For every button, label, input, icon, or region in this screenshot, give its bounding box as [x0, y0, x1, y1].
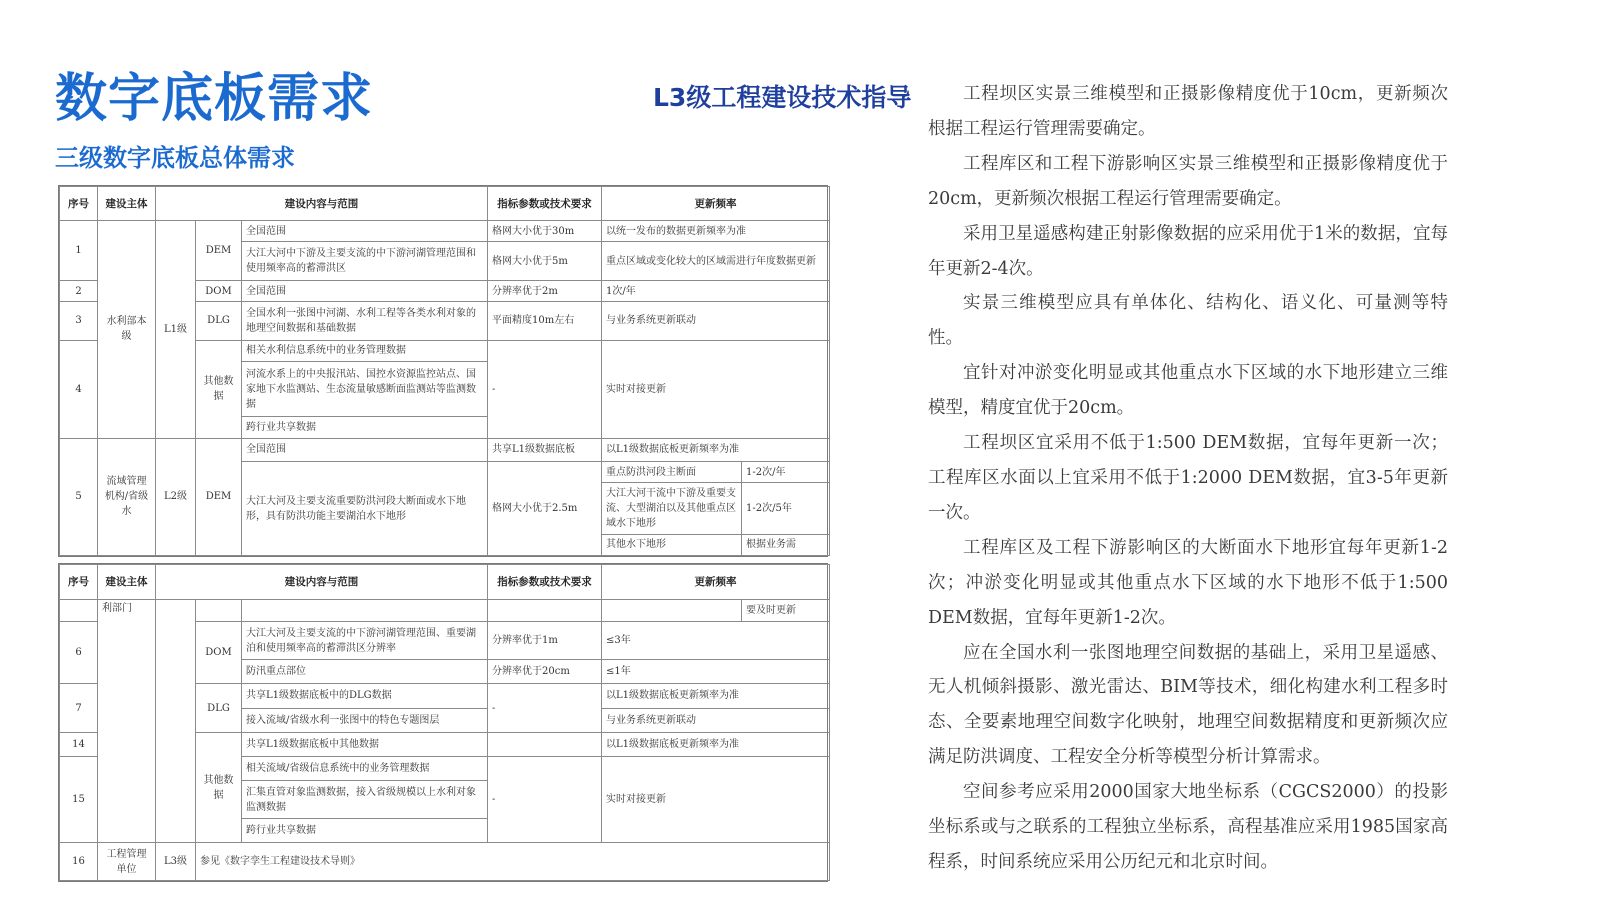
col-header-index: 指标参数或技术要求	[488, 565, 602, 600]
freq-cell: ≤1年	[602, 660, 830, 684]
freq-subcell: 1-2次/5年	[742, 483, 830, 534]
index-cell: -	[488, 757, 602, 843]
row-no: 14	[60, 732, 98, 756]
freq-cell: 实时对接更新	[602, 757, 830, 843]
col-header-freq: 更新频率	[602, 187, 830, 221]
index-cell: 共享L1级数据底板	[488, 438, 602, 461]
table-header-row	[60, 565, 830, 600]
row-no: 5	[60, 438, 98, 555]
content-cell: 全国水利一张图中河湖、水利工程等各类水利对象的地理空间数据和基础数据	[242, 302, 488, 340]
table-row	[60, 600, 830, 622]
col-header-freq: 更新频率	[602, 565, 830, 600]
freq-subcell: 要及时更新	[742, 600, 830, 622]
index-cell: 平面精度10m左右	[488, 302, 602, 340]
col-header-no: 序号	[60, 187, 98, 221]
l3-guide-title: L3级工程建设技术指导	[653, 83, 912, 112]
body-cell: 水利部本级	[98, 221, 156, 439]
freq-subcell: 大江大河干流中下游及重要支流、大型湖泊以及其他重点区域水下地形	[602, 483, 742, 534]
requirements-table-part2	[58, 563, 828, 882]
table-header-row	[60, 187, 830, 221]
col-header-no: 序号	[60, 565, 98, 600]
freq-cell: 重点区域或变化较大的区域需进行年度数据更新	[602, 242, 830, 280]
content-cell: 跨行业共享数据	[242, 417, 488, 438]
col-header-index: 指标参数或技术要求	[488, 187, 602, 221]
guide-paragraph: 采用卫星遥感构建正射影像数据的应采用优于1米的数据，宜每年更新2-4次。	[928, 223, 1448, 279]
content-cell: 汇集直管对象监测数据，接入省级规模以上水利对象监测数据	[242, 781, 488, 819]
freq-cell: ≤3年	[602, 622, 830, 660]
freq-subcell: 根据业务需	[742, 534, 830, 555]
body-cell: 流域管理机构/省级水	[98, 438, 156, 555]
col-header-body: 建设主体	[98, 565, 156, 600]
type-cell: DLG	[196, 302, 242, 340]
guide-paragraph: 空间参考应采用2000国家大地坐标系（CGCS2000）的投影坐标系或与之联系的工程独立坐标系，高程基准应采用1985国家高程系，时间系统应采用公历纪元和北京时间。	[928, 782, 1448, 872]
content-cell: 全国范围	[242, 280, 488, 301]
index-cell: 分辨率优于2m	[488, 280, 602, 301]
type-cell: 其他数据	[196, 340, 242, 438]
type-cell: DOM	[196, 280, 242, 301]
content-cell: 全国范围	[242, 438, 488, 461]
index-cell: 格网大小优于30m	[488, 221, 602, 242]
content-cell: 大江大河中下游及主要支流的中下游河湖管理范围和使用频率高的蓄滞洪区	[242, 242, 488, 280]
level-cell: L1级	[156, 221, 196, 439]
content-cell: 接入流域/省级水利一张图中的特色专题图层	[242, 708, 488, 732]
row-no: 16	[60, 843, 98, 881]
index-cell: -	[488, 340, 602, 438]
content-cell: 参见《数字孪生工程建设技术导则》	[196, 843, 830, 881]
row-no: 2	[60, 280, 98, 301]
freq-cell: 实时对接更新	[602, 340, 830, 438]
freq-subcell: 其他水下地形	[602, 534, 742, 555]
col-header-content: 建设内容与范围	[156, 565, 488, 600]
content-cell: 大江大河及主要支流的中下游河湖管理范围、重要湖泊和使用频率高的蓄滞洪区分辨率	[242, 622, 488, 660]
content-cell: 全国范围	[242, 221, 488, 242]
requirements-table-part1	[58, 185, 828, 557]
level-cell: L2级	[156, 438, 196, 555]
guide-paragraph: 工程库区和工程下游影响区实景三维模型和正摄影像精度优于20cm，更新频次根据工程运行管理需要确定。	[928, 153, 1448, 209]
freq-cell: 以L1级数据底板更新频率为准	[602, 684, 830, 708]
content-cell: 防汛重点部位	[242, 660, 488, 684]
freq-cell: 以L1级数据底板更新频率为准	[602, 438, 830, 461]
table-row	[60, 221, 830, 242]
content-cell: 共享L1级数据底板中其他数据	[242, 732, 488, 756]
type-cell: DEM	[196, 438, 242, 555]
content-cell: 共享L1级数据底板中的DLG数据	[242, 684, 488, 708]
row-no: 7	[60, 684, 98, 733]
guide-paragraph: 工程坝区宜采用不低于1:500 DEM数据，宜每年更新一次；工程库区水面以上宜采用不低于1:2000 DEM数据，宜3-5年更新一次。	[928, 433, 1448, 523]
guide-paragraph: 实景三维模型应具有单体化、结构化、语义化、可量测等特性。	[928, 293, 1448, 349]
type-cell: 其他数据	[196, 732, 242, 842]
guide-paragraph: 应在全国水利一张图地理空间数据的基础上，采用卫星遥感、无人机倾斜摄影、激光雷达、BIM等技术，细化构建水利工程多时态、全要素地理空间数字化映射，地理空间数据精度和更新频次应满足防洪调度、工程安全分析等模型分析计算需求。	[928, 642, 1448, 768]
guide-paragraph: 工程坝区实景三维模型和正摄影像精度优于10cm，更新频次根据工程运行管理需要确定。	[928, 84, 1448, 139]
type-cell: DEM	[196, 221, 242, 281]
type-cell: DLG	[196, 684, 242, 733]
freq-cell: 与业务系统更新联动	[602, 708, 830, 732]
row-no: 15	[60, 757, 98, 843]
page-title: 数字底板需求	[55, 69, 374, 129]
guide-paragraph: 宜针对冲淤变化明显或其他重点水下区域的水下地形建立三维模型，精度宜优于20cm。	[928, 363, 1448, 419]
freq-subcell: 重点防洪河段主断面	[602, 462, 742, 483]
body-cell: 工程管理单位	[98, 843, 156, 881]
row-no: 4	[60, 340, 98, 438]
level-cell: L3级	[156, 843, 196, 881]
index-cell: 格网大小优于5m	[488, 242, 602, 280]
row-no: 1	[60, 221, 98, 281]
col-header-body: 建设主体	[98, 187, 156, 221]
content-cell: 相关水利信息系统中的业务管理数据	[242, 340, 488, 361]
index-cell: 分辨率优于20cm	[488, 660, 602, 684]
guide-paragraph: 工程库区及工程下游影响区的大断面水下地形宜每年更新1-2次；冲淤变化明显或其他重点水下区域的水下地形不低于1:500 DEM数据，宜每年更新1-2次。	[928, 537, 1448, 628]
freq-cell: 以统一发布的数据更新频率为准	[602, 221, 830, 242]
col-header-content: 建设内容与范围	[156, 187, 488, 221]
section-subtitle: 三级数字底板总体需求	[55, 144, 295, 172]
content-cell: 相关流域/省级信息系统中的业务管理数据	[242, 757, 488, 781]
freq-subcell: 1-2次/年	[742, 462, 830, 483]
table-row	[60, 438, 830, 461]
l3-guide-text	[928, 77, 1448, 880]
index-cell: 格网大小优于2.5m	[488, 462, 602, 556]
content-cell: 河流水系上的中央报汛站、国控水资源监控站点、国家地下水监测站、生态流量敏感断面监测站等监测数据	[242, 361, 488, 416]
index-cell: 分辨率优于1m	[488, 622, 602, 660]
freq-cell: 1次/年	[602, 280, 830, 301]
content-cell: 跨行业共享数据	[242, 819, 488, 843]
row-no: 6	[60, 622, 98, 684]
content-cell: 大江大河及主要支流重要防洪河段大断面或水下地形，具有防洪功能主要湖泊水下地形	[242, 462, 488, 556]
body-cell: 利部门	[98, 600, 156, 843]
freq-cell: 以L1级数据底板更新频率为准	[602, 732, 830, 756]
type-cell: DOM	[196, 622, 242, 684]
row-no: 3	[60, 302, 98, 340]
index-cell: -	[488, 684, 602, 733]
table-row	[60, 843, 830, 881]
freq-cell: 与业务系统更新联动	[602, 302, 830, 340]
